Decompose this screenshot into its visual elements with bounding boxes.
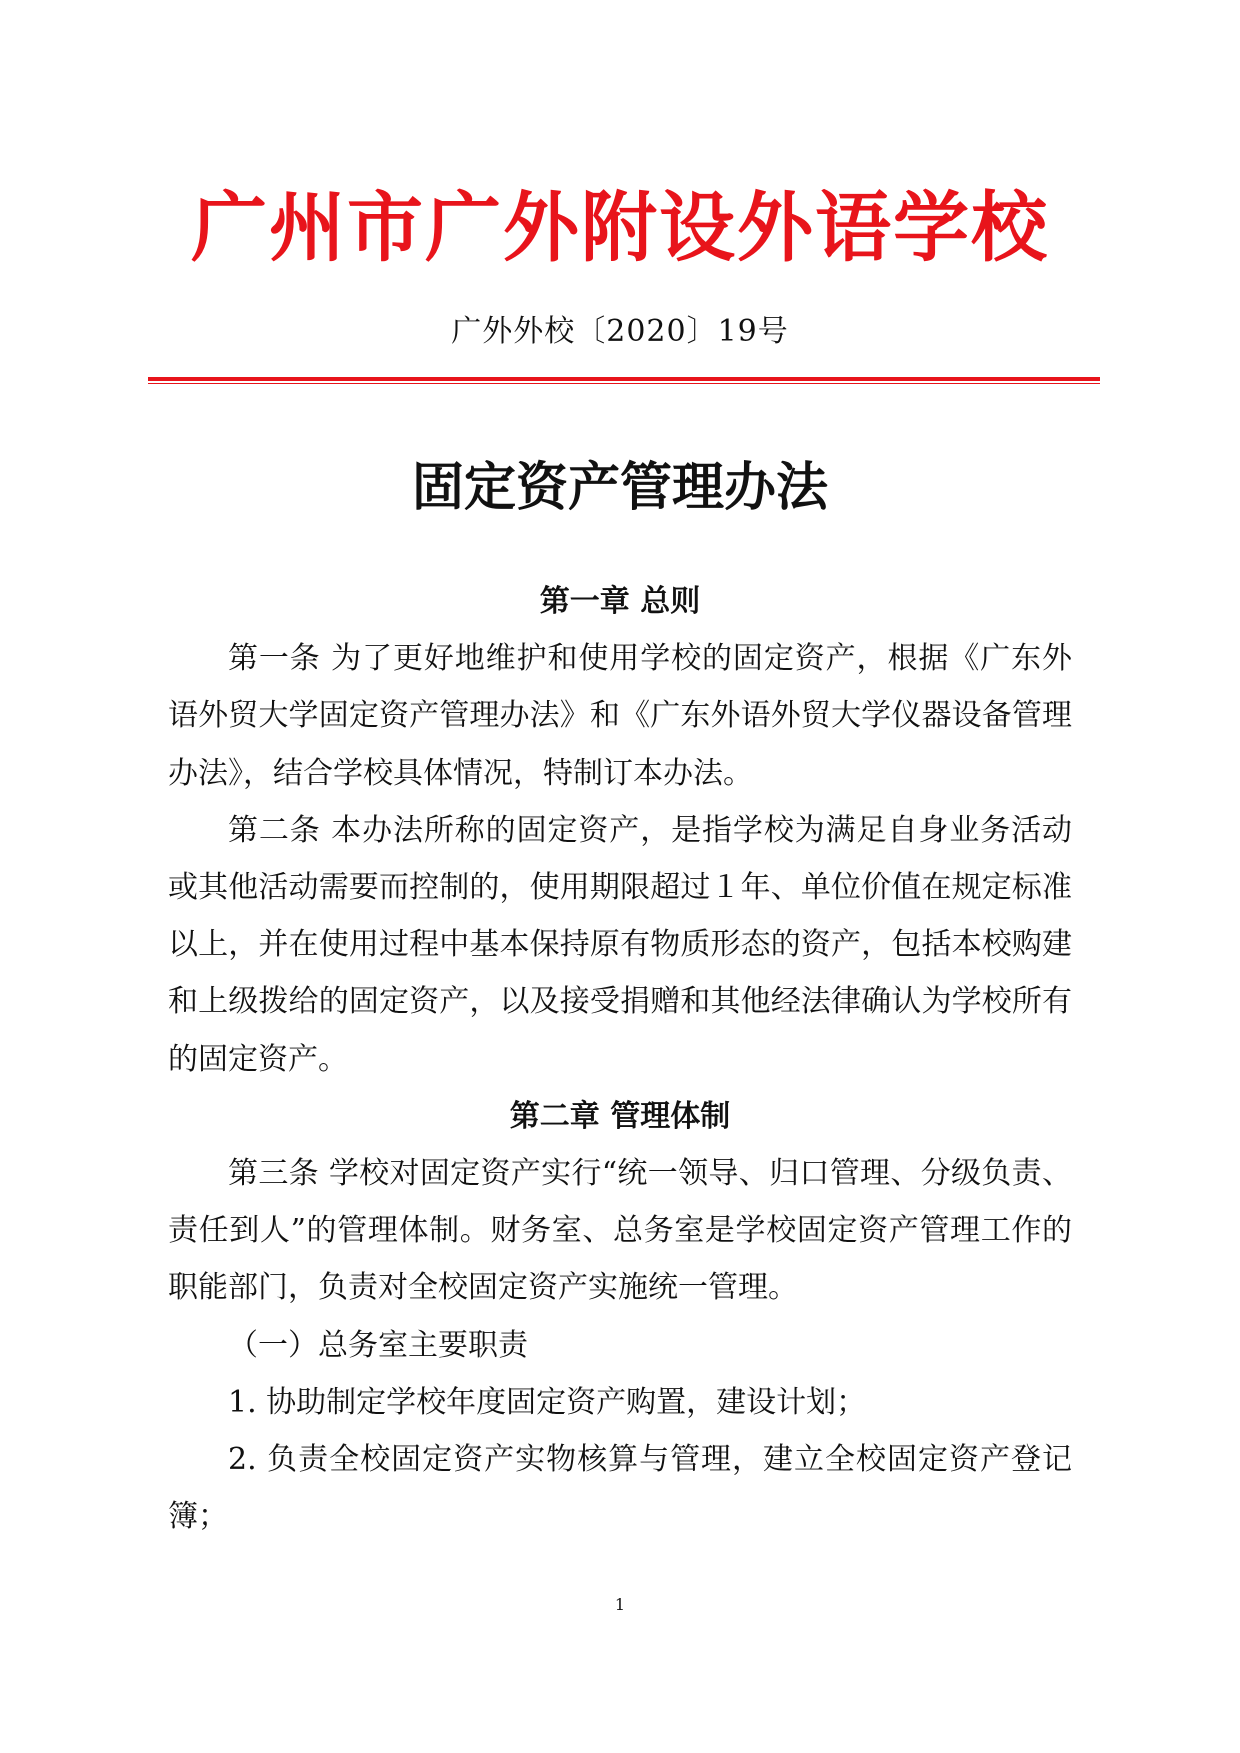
document-body — [168, 573, 1072, 1545]
school-name-header: 广州市广外附设外语学校 — [191, 183, 1049, 272]
chapter-2-heading: 第二章 管理体制 — [509, 1098, 731, 1134]
document-number: 广外外校〔2020〕19号 — [451, 314, 789, 349]
document-title: 固定资产管理办法 — [411, 457, 828, 518]
red-divider-thick — [148, 377, 1100, 381]
red-divider-thin — [148, 383, 1100, 384]
article-2: 第二条 本办法所称的固定资产，是指学校为满足自身业务活动或其他活动需要而控制的，使用期限超过１年、单位价值在规定标准以上，并在使用过程中基本保持原有物质形态的资产，包括本校购建和上级拨给的固定资产，以及接受捐赠和其他经法律确认为学校所有的固定资产。 — [168, 812, 1072, 1077]
section-1-heading: （一）总务室主要职责 — [228, 1327, 528, 1363]
list-item-2: 2. 负责全校固定资产实物核算与管理，建立全校固定资产登记簿； — [168, 1442, 1072, 1535]
article-1: 第一条 为了更好地维护和使用学校的固定资产，根据《广东外语外贸大学固定资产管理办法》和《广东外语外贸大学仪器设备管理办法》，结合学校具体情况，特制订本办法。 — [168, 641, 1072, 791]
list-item-1: 1. 协助制定学校年度固定资产购置，建设计划； — [228, 1384, 867, 1420]
page-number: 1 — [614, 1595, 626, 1614]
chapter-1-heading: 第一章 总则 — [539, 584, 701, 619]
article-3: 第三条 学校对固定资产实行“统一领导、归口管理、分级负责、责任到人”的管理体制。财务室、总务室是学校固定资产管理工作的职能部门，负责对全校固定资产实施统一管理。 — [168, 1156, 1072, 1306]
